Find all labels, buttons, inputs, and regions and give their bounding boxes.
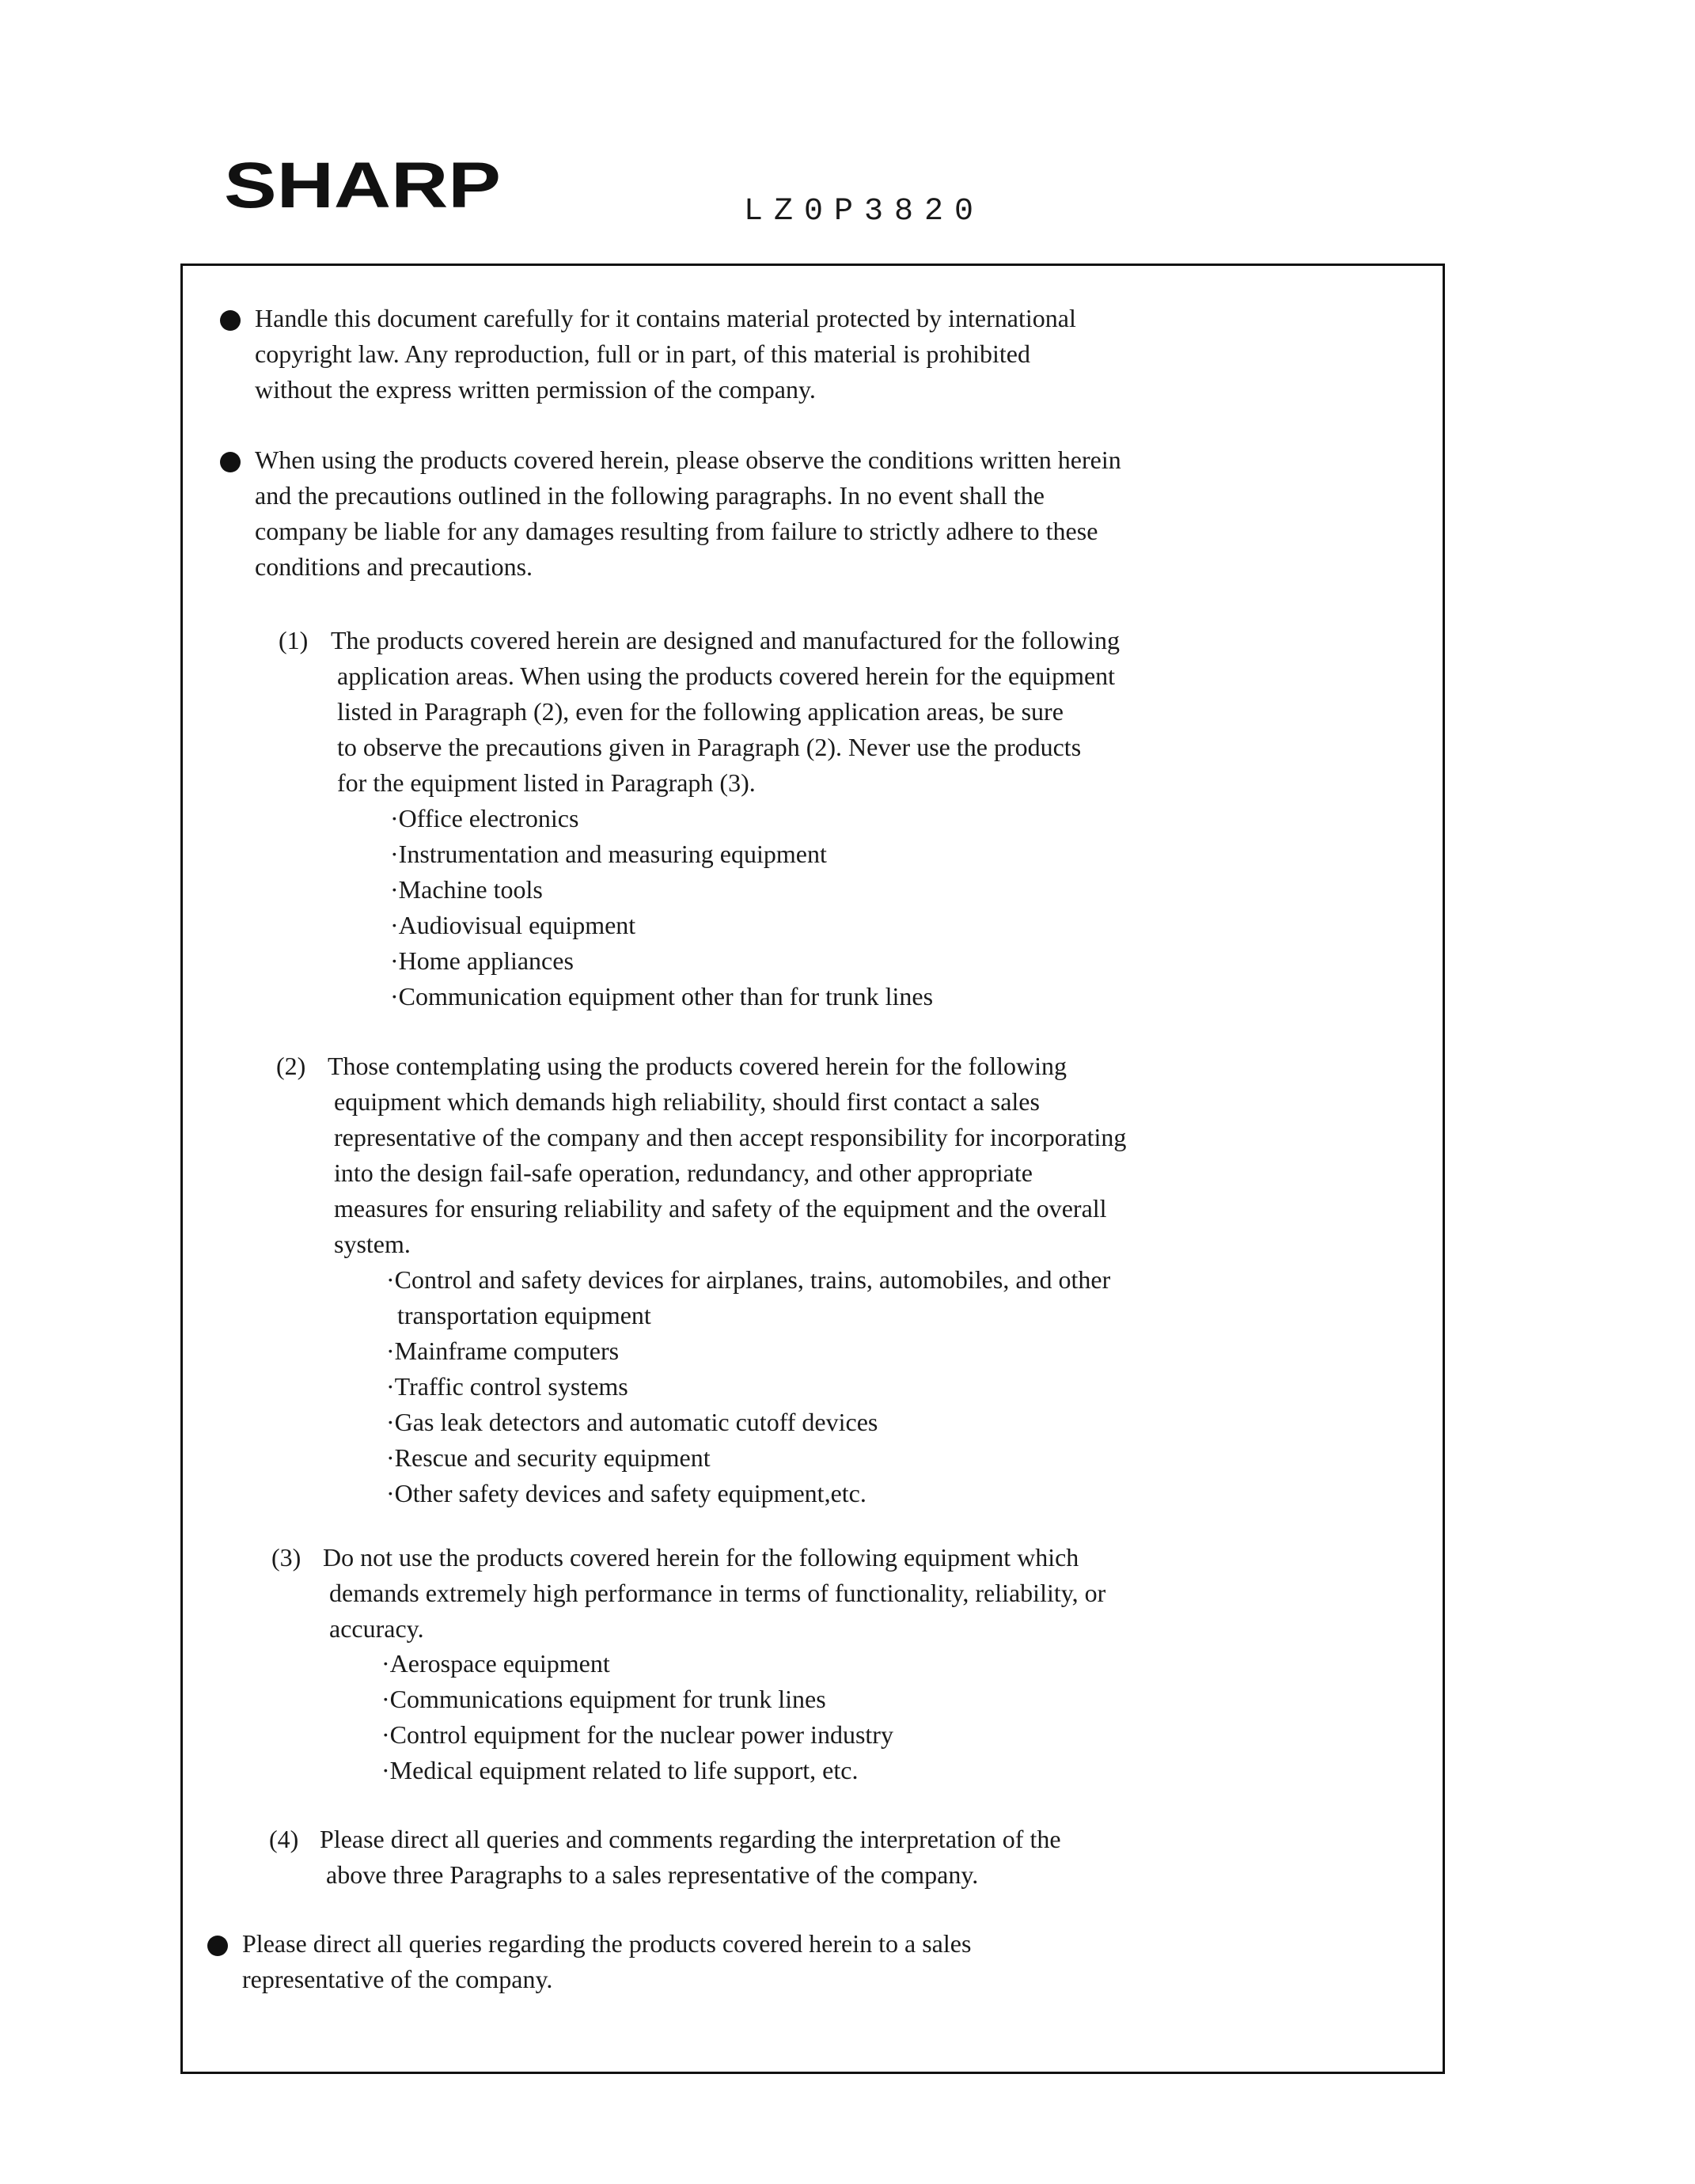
list-item: ·Other safety devices and safety equipment,etc. bbox=[386, 1479, 866, 1507]
high-reliability-equipment-list bbox=[386, 1262, 1110, 1511]
paragraph-4-text bbox=[320, 1822, 1061, 1893]
text-line: demands extremely high performance in terms of functionality, reliability, or bbox=[329, 1579, 1106, 1607]
paragraph-2-text bbox=[328, 1048, 1126, 1262]
paragraph-number: (4) bbox=[269, 1825, 299, 1853]
text-line: conditions and precautions. bbox=[255, 552, 533, 581]
list-item: ·Office electronics bbox=[390, 804, 579, 832]
bullet-dot-icon bbox=[220, 452, 241, 472]
paragraph-number: (1) bbox=[279, 626, 309, 654]
copyright-notice bbox=[255, 301, 1076, 408]
text-line: representative of the company. bbox=[242, 1965, 553, 1993]
paragraph-number: (3) bbox=[271, 1543, 301, 1572]
text-line: accuracy. bbox=[329, 1614, 424, 1643]
text-line: application areas. When using the products covered herein for the equipment bbox=[337, 662, 1116, 690]
sharp-logo bbox=[224, 150, 509, 222]
text-line: for the equipment listed in Paragraph (3). bbox=[337, 768, 756, 797]
text-line: Do not use the products covered herein for the following equipment which bbox=[323, 1543, 1079, 1572]
text-line: without the express written permission of the company. bbox=[255, 375, 816, 404]
sharp-logo-mark bbox=[224, 150, 509, 222]
paragraph-1-text bbox=[331, 623, 1120, 801]
text-line: listed in Paragraph (2), even for the following application areas, be sure bbox=[337, 697, 1064, 726]
text-line: system. bbox=[334, 1230, 411, 1258]
brand-wordmark: SHARP bbox=[224, 150, 501, 222]
list-item: ·Home appliances bbox=[390, 946, 574, 975]
list-item: ·Audiovisual equipment bbox=[390, 911, 636, 939]
list-item: ·Instrumentation and measuring equipment bbox=[390, 840, 827, 868]
text-line: Please direct all queries regarding the products covered herein to a sales bbox=[242, 1929, 972, 1958]
text-line: into the design fail-safe operation, redundancy, and other appropriate bbox=[334, 1158, 1033, 1187]
list-item: ·Aerospace equipment bbox=[381, 1649, 610, 1678]
list-item: ·Medical equipment related to life support, etc. bbox=[381, 1756, 859, 1784]
list-item: ·Control and safety devices for airplanes, trains, automobiles, and other bbox=[386, 1265, 1111, 1294]
list-item: ·Communication equipment other than for trunk lines bbox=[390, 982, 934, 1010]
list-item: ·Mainframe computers bbox=[386, 1337, 620, 1365]
prohibited-equipment-list bbox=[381, 1646, 893, 1788]
list-item: ·Rescue and security equipment bbox=[386, 1443, 711, 1472]
text-line: above three Paragraphs to a sales representative of the company. bbox=[326, 1860, 979, 1889]
conditions-notice bbox=[255, 442, 1121, 585]
text-line: Handle this document carefully for it contains material protected by international bbox=[255, 304, 1076, 332]
application-areas-list bbox=[390, 801, 933, 1014]
text-line: Please direct all queries and comments regarding the interpretation of the bbox=[320, 1825, 1061, 1853]
closing-notice bbox=[242, 1926, 971, 1997]
text-line: representative of the company and then accept responsibility for incorporating bbox=[334, 1123, 1127, 1151]
text-line: to observe the precautions given in Paragraph (2). Never use the products bbox=[337, 733, 1082, 761]
text-line: Those contemplating using the products covered herein for the following bbox=[328, 1052, 1067, 1080]
paragraph-number: (2) bbox=[276, 1052, 306, 1080]
list-item: ·Machine tools bbox=[390, 875, 543, 904]
list-item: ·Communications equipment for trunk lines bbox=[381, 1685, 826, 1713]
list-item: ·Traffic control systems bbox=[386, 1372, 628, 1401]
list-item-continuation: transportation equipment bbox=[397, 1301, 651, 1329]
list-item: ·Gas leak detectors and automatic cutoff devices bbox=[386, 1408, 878, 1436]
bullet-dot-icon bbox=[207, 1936, 228, 1956]
text-line: and the precautions outlined in the following paragraphs. In no event shall the bbox=[255, 481, 1045, 510]
text-line: When using the products covered herein, please observe the conditions written herein bbox=[255, 446, 1121, 474]
text-line: company be liable for any damages resulting from failure to strictly adhere to these bbox=[255, 517, 1098, 545]
text-line: measures for ensuring reliability and safety of the equipment and the overall bbox=[334, 1194, 1107, 1223]
text-line: equipment which demands high reliability, should first contact a sales bbox=[334, 1087, 1040, 1116]
text-line: The products covered herein are designed and manufactured for the following bbox=[331, 626, 1120, 654]
paragraph-3-text bbox=[323, 1540, 1105, 1647]
text-line: copyright law. Any reproduction, full or in part, of this material is prohibited bbox=[255, 339, 1030, 368]
list-item: ·Control equipment for the nuclear power industry bbox=[381, 1720, 893, 1749]
document-number: LZ0P3820 bbox=[744, 194, 985, 229]
bullet-dot-icon bbox=[220, 310, 241, 331]
